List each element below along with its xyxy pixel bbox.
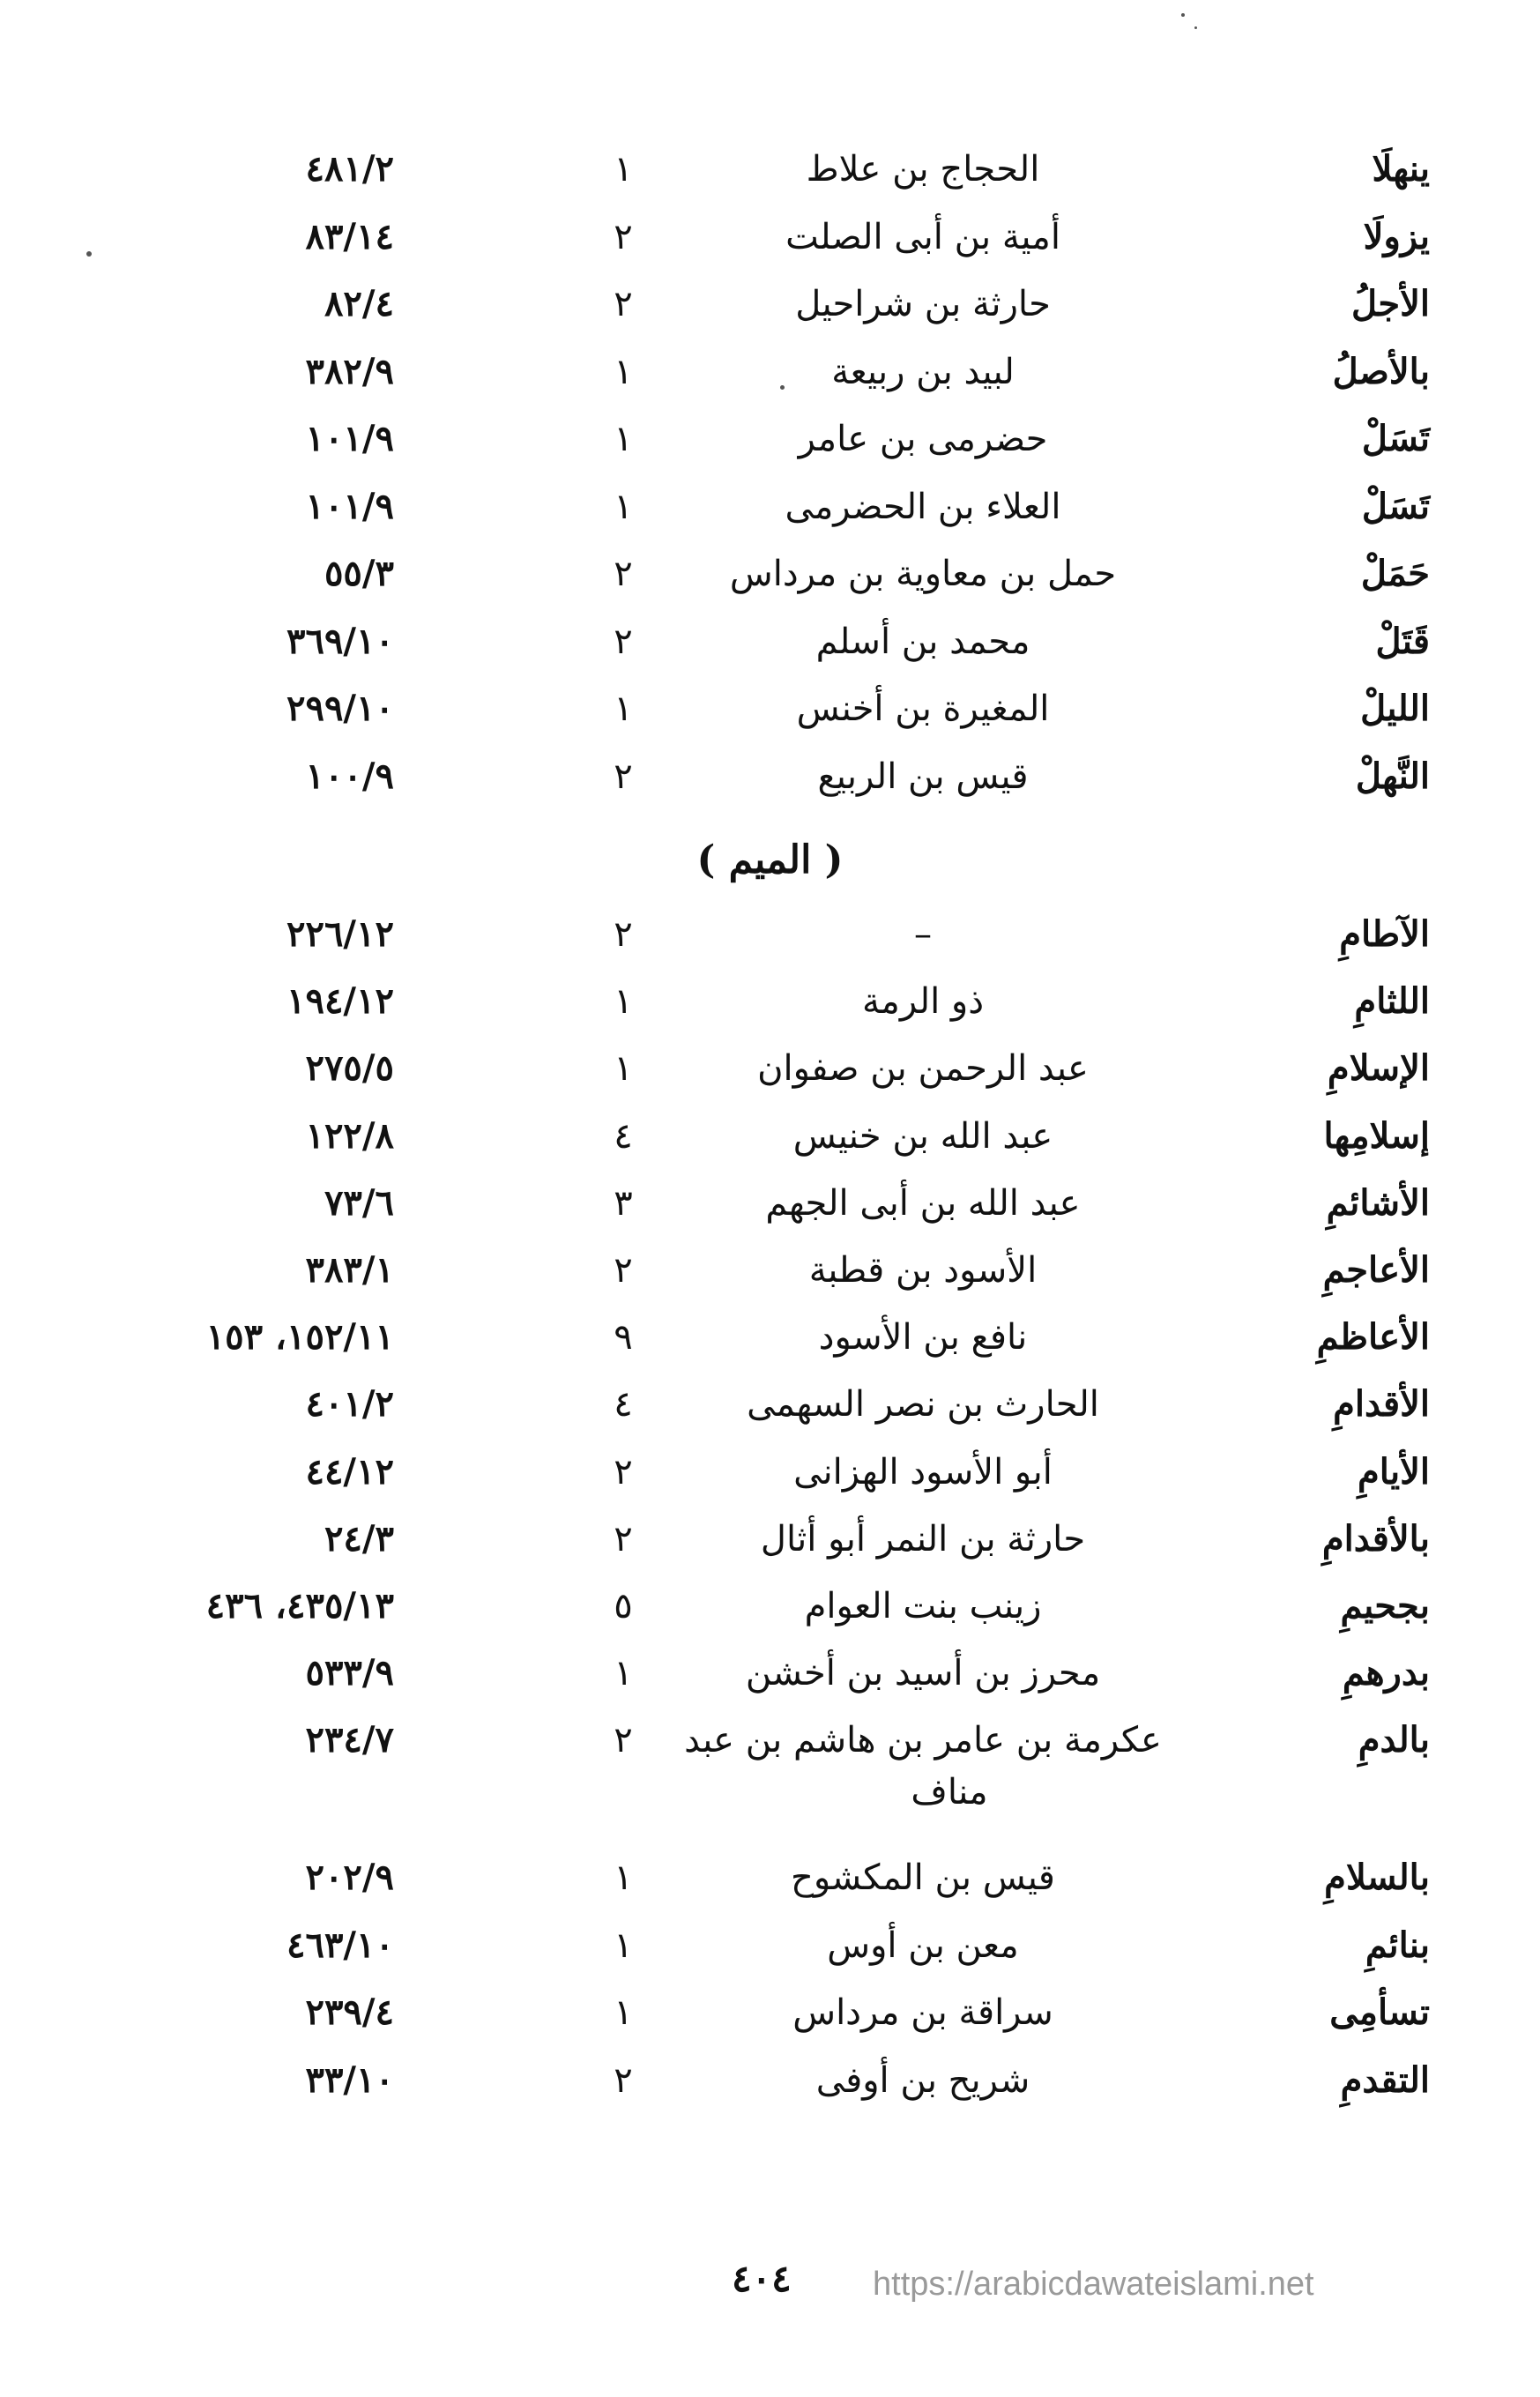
index-row bbox=[0, 609, 1540, 674]
verse-count: ١ bbox=[614, 351, 633, 392]
verse-count: ٥ bbox=[614, 1586, 633, 1627]
verse-count: ١ bbox=[614, 981, 633, 1023]
verse-count: ١ bbox=[614, 486, 633, 527]
index-row bbox=[0, 1372, 1540, 1437]
poet-name: حمل بن معاوية بن مرداس bbox=[729, 554, 1117, 594]
rhyme-word: تَسَلْ bbox=[1361, 485, 1430, 527]
rhyme-word: ينهلَا bbox=[1372, 148, 1430, 190]
volume-page-ref: ٤٨١/٢ bbox=[305, 148, 394, 190]
poet-name: المغيرة بن أخنس bbox=[796, 689, 1050, 729]
index-row bbox=[0, 1507, 1540, 1572]
volume-page-ref: ٤٣٥/١٣، ٤٣٦ bbox=[205, 1585, 394, 1627]
verse-count: ٣ bbox=[614, 1182, 633, 1224]
poet-name: حارثة بن النمر أبو أثال bbox=[760, 1518, 1086, 1560]
poet-name: قيس بن الربيع bbox=[817, 756, 1029, 797]
index-row bbox=[0, 406, 1540, 472]
poet-name: قيس بن المكشوح bbox=[791, 1857, 1055, 1898]
verse-count: ٢ bbox=[614, 554, 633, 594]
index-row bbox=[0, 1440, 1540, 1505]
poet-name: نافع بن الأسود bbox=[818, 1317, 1028, 1359]
volume-page-ref: ٢٩٩/١٠ bbox=[286, 688, 394, 729]
poet-name: عبد الله بن أبى الجهم bbox=[765, 1182, 1081, 1224]
watermark-url: https://arabicdawateislami.net bbox=[873, 2266, 1314, 2303]
rhyme-word: بالسلامِ bbox=[1324, 1857, 1430, 1898]
volume-page-ref: ١٥٢/١١، ١٥٣ bbox=[205, 1316, 394, 1359]
scan-speck bbox=[780, 385, 785, 390]
verse-count: ٢ bbox=[614, 1250, 633, 1291]
volume-page-ref: ٤٦٣/١٠ bbox=[286, 1924, 394, 1966]
volume-page-ref: ١٠١/٩ bbox=[305, 485, 394, 527]
volume-page-ref: ٤٠١/٢ bbox=[305, 1383, 394, 1426]
volume-page-ref: ٢٣٤/٧ bbox=[305, 1719, 394, 1761]
poet-name: أمية بن أبى الصلت bbox=[785, 216, 1060, 257]
poet-name: عكرمة بن عامر بن هاشم بن عبد bbox=[684, 1720, 1162, 1761]
verse-count: ٢ bbox=[614, 216, 633, 257]
verse-count: ١ bbox=[614, 1653, 633, 1694]
verse-count: ٢ bbox=[614, 2059, 633, 2101]
poet-name: عبد الرحمن بن صفوان bbox=[757, 1048, 1089, 1090]
poet-name: أبو الأسود الهزانى bbox=[793, 1451, 1053, 1493]
index-row bbox=[0, 1845, 1540, 1910]
rhyme-word: إسلامِها bbox=[1323, 1114, 1430, 1157]
rhyme-word: اللثامِ bbox=[1354, 980, 1430, 1023]
verse-count: ٢ bbox=[614, 1451, 633, 1493]
volume-page-ref: ٥٥/٣ bbox=[324, 553, 394, 594]
poet-name: محرز بن أسيد بن أخشن bbox=[745, 1653, 1101, 1694]
index-row bbox=[0, 744, 1540, 809]
index-row bbox=[0, 1980, 1540, 2045]
rhyme-word: الإسلامِ bbox=[1327, 1047, 1430, 1090]
index-row bbox=[0, 339, 1540, 405]
verse-count: ١ bbox=[614, 689, 633, 729]
volume-page-ref: ٨٣/١٤ bbox=[305, 215, 394, 257]
scan-speck bbox=[1181, 13, 1185, 17]
rhyme-word: يزولَا bbox=[1363, 215, 1430, 257]
index-row bbox=[0, 1104, 1540, 1169]
verse-count: ١ bbox=[614, 1857, 633, 1898]
volume-page-ref: ١٢٢/٨ bbox=[305, 1114, 394, 1157]
volume-page-ref: ٣٨٣/١ bbox=[305, 1249, 394, 1291]
rhyme-word: بنائمِ bbox=[1365, 1924, 1430, 1966]
index-row bbox=[0, 541, 1540, 607]
poet-name: لبيد بن ربيعة bbox=[831, 351, 1015, 392]
poet-name: العلاء بن الحضرمى bbox=[785, 486, 1061, 527]
verse-count: ٢ bbox=[614, 914, 633, 955]
scan-speck bbox=[86, 251, 92, 257]
verse-count: ٢ bbox=[614, 1518, 633, 1560]
rhyme-word: بدرهمِ bbox=[1342, 1652, 1430, 1694]
index-row bbox=[0, 272, 1540, 337]
poet-name: حارثة بن شراحيل bbox=[795, 284, 1051, 324]
rhyme-word: تسأمِى bbox=[1329, 1991, 1430, 2033]
index-row bbox=[0, 1305, 1540, 1370]
poet-name: الحارث بن نصر السهمى bbox=[747, 1384, 1099, 1426]
volume-page-ref: ١٩٤/١٢ bbox=[286, 980, 394, 1023]
index-row bbox=[0, 1574, 1540, 1639]
poet-name: شريح بن أوفى bbox=[815, 2059, 1030, 2101]
volume-page-ref: ٢٧٥/٥ bbox=[305, 1047, 394, 1090]
volume-page-ref: ٤٤/١٢ bbox=[305, 1450, 394, 1493]
verse-count: ٢ bbox=[614, 1720, 633, 1761]
index-row bbox=[0, 969, 1540, 1034]
verse-count: ١ bbox=[614, 419, 633, 459]
volume-page-ref: ٥٣٣/٩ bbox=[305, 1652, 394, 1694]
index-row bbox=[0, 1913, 1540, 1978]
volume-page-ref: ١٠٠/٩ bbox=[305, 755, 394, 797]
rhyme-word: الآطامِ bbox=[1339, 913, 1430, 955]
scan-speck bbox=[1194, 26, 1197, 29]
rhyme-word: بالدمِ bbox=[1358, 1719, 1430, 1761]
volume-page-ref: ٣٨٢/٩ bbox=[305, 350, 394, 392]
verse-count: ٤ bbox=[614, 1115, 633, 1157]
verse-count: ١ bbox=[614, 1992, 633, 2033]
rhyme-word: تَسَلْ bbox=[1361, 418, 1430, 459]
poet-name: – bbox=[914, 914, 932, 955]
volume-page-ref: ١٠١/٩ bbox=[305, 418, 394, 459]
volume-page-ref: ٢٤/٣ bbox=[324, 1517, 394, 1560]
volume-page-ref: ٢٠٢/٩ bbox=[305, 1857, 394, 1898]
rhyme-word: قَتَلْ bbox=[1375, 620, 1430, 662]
poet-name: الحجاج بن علاط bbox=[806, 149, 1040, 190]
verse-count: ١ bbox=[614, 1924, 633, 1966]
rhyme-word: الأعاظمِ bbox=[1316, 1316, 1430, 1359]
volume-page-ref: ٣٣/١٠ bbox=[305, 2058, 394, 2101]
verse-count: ٤ bbox=[614, 1384, 633, 1426]
rhyme-word: النَّهلْ bbox=[1355, 755, 1430, 797]
verse-count: ٢ bbox=[614, 284, 633, 324]
volume-page-ref: ٢٣٩/٤ bbox=[305, 1991, 394, 2033]
rhyme-word: بالأصلُ bbox=[1332, 350, 1430, 392]
verse-count: ٢ bbox=[614, 756, 633, 797]
poet-name: عبد الله بن خنيس bbox=[792, 1115, 1053, 1157]
index-row bbox=[0, 1171, 1540, 1236]
section-heading: ( الميم ) bbox=[696, 837, 844, 882]
poet-name: الأسود بن قطبة bbox=[808, 1250, 1038, 1291]
rhyme-word: الأشائمِ bbox=[1326, 1181, 1430, 1224]
rhyme-word: الليلْ bbox=[1360, 688, 1430, 729]
index-row bbox=[0, 676, 1540, 741]
poet-name: محمد بن أسلم bbox=[815, 621, 1030, 662]
rhyme-word: الأعاجمِ bbox=[1322, 1249, 1430, 1291]
poet-name: سراقة بن مرداس bbox=[792, 1992, 1053, 2033]
index-row bbox=[0, 474, 1540, 540]
volume-page-ref: ٨٢/٤ bbox=[324, 283, 394, 324]
volume-page-ref: ٢٢٦/١٢ bbox=[286, 913, 394, 955]
rhyme-word: الأيامِ bbox=[1357, 1450, 1430, 1493]
index-row bbox=[0, 1708, 1540, 1773]
verse-count: ٩ bbox=[614, 1317, 633, 1359]
index-row bbox=[0, 2048, 1540, 2113]
poet-name: ذو الرمة bbox=[861, 981, 985, 1023]
poet-name: زينب بنت العوام bbox=[804, 1586, 1042, 1627]
continuation-line: مناف bbox=[911, 1772, 988, 1813]
rhyme-word: بالأقدامِ bbox=[1321, 1517, 1430, 1560]
rhyme-word: حَمَلْ bbox=[1360, 553, 1430, 594]
index-row bbox=[0, 902, 1540, 967]
verse-count: ١ bbox=[614, 149, 633, 190]
page-number: ٤٠٤ bbox=[732, 2257, 792, 2300]
index-row bbox=[0, 1238, 1540, 1303]
index-row bbox=[0, 1036, 1540, 1101]
poet-name: معن بن أوس bbox=[827, 1924, 1019, 1966]
verse-count: ٢ bbox=[614, 621, 633, 662]
poet-name: حضرمى بن عامر bbox=[798, 419, 1048, 459]
rhyme-word: الأقدامِ bbox=[1333, 1383, 1430, 1426]
rhyme-word: الأجلُ bbox=[1351, 283, 1430, 324]
index-row bbox=[0, 205, 1540, 270]
volume-page-ref: ٧٣/٦ bbox=[324, 1181, 394, 1224]
index-row bbox=[0, 137, 1540, 202]
rhyme-word: التقدمِ bbox=[1340, 2058, 1430, 2101]
index-row bbox=[0, 1641, 1540, 1706]
rhyme-word: بجحيمِ bbox=[1340, 1585, 1430, 1627]
verse-count: ١ bbox=[614, 1048, 633, 1090]
volume-page-ref: ٣٦٩/١٠ bbox=[286, 620, 394, 662]
